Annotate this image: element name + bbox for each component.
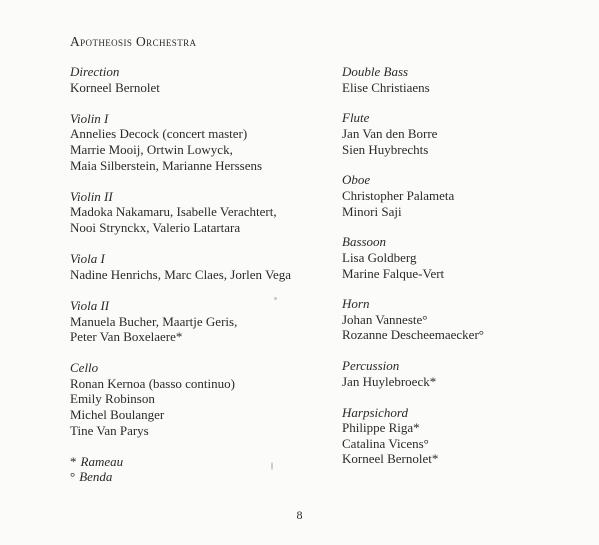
legend-composer: Rameau — [80, 453, 124, 469]
right-section-4 — [342, 296, 582, 358]
section-title: Horn — [342, 296, 370, 312]
musician-line: Emily Robinson — [70, 391, 155, 407]
section-title: Oboe — [342, 172, 371, 188]
orchestra-heading: Apotheosis Orchestra — [70, 34, 197, 49]
section-title: Double Bass — [342, 64, 409, 79]
section-title: Direction — [70, 64, 120, 79]
musician-line: Ronan Kernoa (basso continuo) — [70, 375, 235, 391]
composer-legend — [70, 454, 330, 485]
section-gap — [70, 95, 330, 111]
section-gap — [70, 282, 330, 298]
musician-line: Johan Vanneste° — [342, 311, 428, 327]
musician-line: Korneel Bernolet — [70, 79, 160, 95]
musician-line: Lisa Goldberg — [342, 249, 417, 265]
musician-line: Tine Van Parys — [70, 422, 149, 438]
left-section-5 — [70, 360, 330, 454]
right-section-1 — [342, 110, 582, 172]
left-section-3 — [70, 251, 330, 298]
left-section-1 — [70, 111, 330, 189]
musician-line: Philippe Riga* — [342, 420, 420, 436]
musician-line: Minori Saji — [342, 203, 402, 219]
musician-line: Catalina Vicens° — [342, 435, 429, 451]
section-gap — [342, 157, 582, 172]
musician-line: Peter Van Boxelaere* — [70, 329, 183, 345]
paper-speck — [274, 297, 277, 300]
musician-line: Rozanne Descheemaecker° — [342, 327, 484, 343]
section-gap — [342, 95, 582, 110]
section-gap — [70, 173, 330, 189]
section-title: Violin I — [70, 110, 109, 126]
musician-line: Christopher Palameta — [342, 187, 455, 203]
section-title: Harpsichord — [342, 404, 408, 420]
musician-line: Michel Boulanger — [70, 407, 165, 423]
left-section-2 — [70, 189, 330, 251]
right-section-6 — [342, 405, 582, 467]
page-number: 8 — [296, 508, 303, 522]
left-section-4 — [70, 298, 330, 360]
right-column — [342, 64, 582, 467]
paper-speck — [271, 462, 273, 470]
legend-composer: Benda — [79, 469, 113, 485]
musician-line: Manuela Bucher, Maartje Geris, — [70, 313, 238, 329]
section-gap — [342, 389, 582, 404]
section-title: Viola I — [70, 251, 105, 267]
section-gap — [70, 438, 330, 454]
section-title: Violin II — [70, 188, 113, 204]
musician-line: Maia Silberstein, Marianne Herssens — [70, 157, 263, 173]
musician-line: Nooi Strynckx, Valerio Latartara — [70, 219, 241, 235]
musician-line: Sien Huybrechts — [342, 141, 429, 157]
section-title: Cello — [70, 360, 99, 376]
right-section-2 — [342, 172, 582, 234]
musician-line: Jan Huylebroeck* — [342, 373, 437, 389]
section-gap — [342, 343, 582, 358]
section-title: Viola II — [70, 297, 110, 313]
section-title: Bassoon — [342, 234, 387, 250]
musician-line: Annelies Decock (concert master) — [70, 126, 248, 142]
section-title: Percussion — [342, 358, 400, 374]
right-section-3 — [342, 234, 582, 296]
legend-entry — [70, 469, 330, 485]
right-section-0 — [342, 64, 582, 110]
musician-line: Marine Falque-Vert — [342, 265, 445, 281]
legend-symbol: * — [70, 453, 77, 469]
musician-line: Marrie Mooij, Ortwin Lowyck, — [70, 141, 233, 157]
section-title: Flute — [342, 110, 370, 126]
right-section-5 — [342, 358, 582, 404]
musician-line: Madoka Nakamaru, Isabelle Verachtert, — [70, 204, 277, 220]
musician-line: Elise Christiaens — [342, 79, 430, 95]
legend-entry — [70, 454, 330, 470]
section-gap — [70, 236, 330, 252]
section-gap — [70, 345, 330, 361]
musician-line: Nadine Henrichs, Marc Claes, Jorlen Vega — [70, 266, 292, 282]
musician-line: Jan Van den Borre — [342, 125, 438, 141]
legend-symbol: ° — [70, 469, 76, 485]
musician-line: Korneel Bernolet* — [342, 451, 439, 467]
left-column — [70, 64, 330, 485]
section-gap — [342, 219, 582, 234]
section-gap — [342, 281, 582, 296]
left-section-0 — [70, 64, 330, 111]
